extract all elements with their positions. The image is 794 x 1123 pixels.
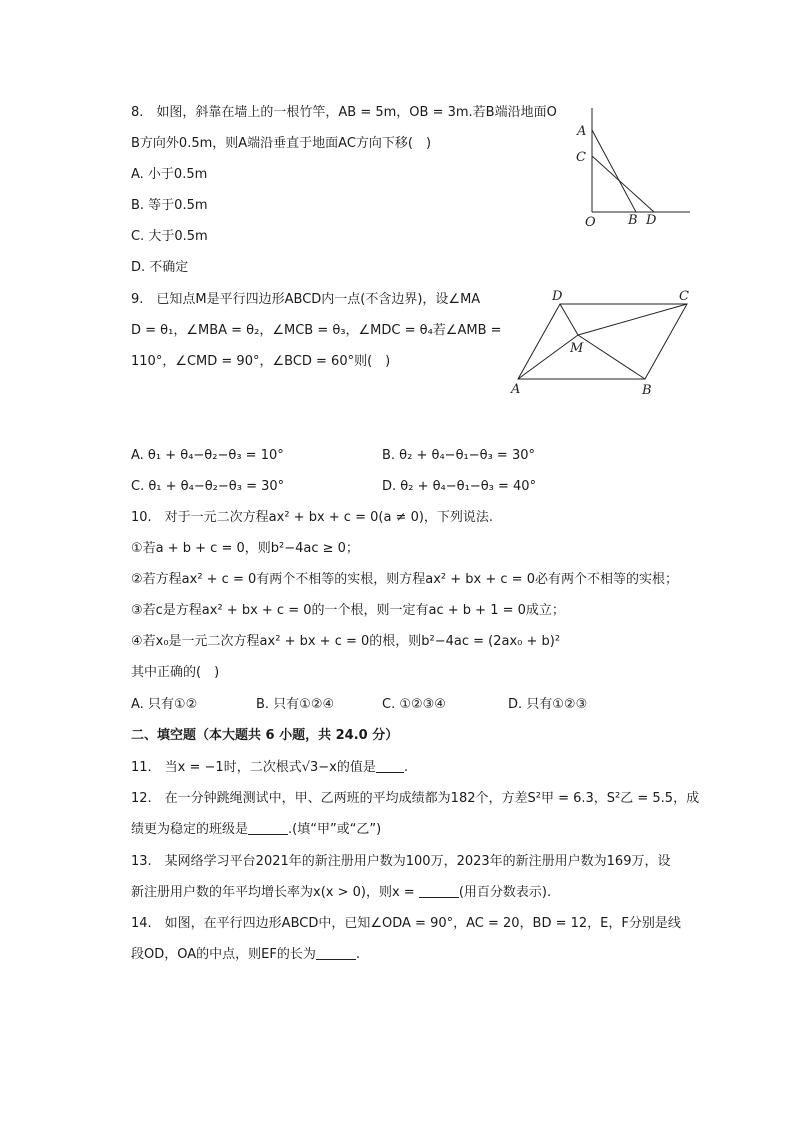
q8-pole-cd xyxy=(592,156,654,212)
q9-segment-ma xyxy=(518,335,578,379)
q12-line1: 12. 在一分钟跳绳测试中，甲、乙两班的平均成绩都为182个，方差S²甲 = 6.3，S²乙 = 5.5，成 xyxy=(131,791,700,806)
q10-statement-3: ③若c是方程ax² + bx + c = 0的一个根，则一定有ac + b + 1 = 0成立； xyxy=(131,603,565,618)
q8-pole-ab xyxy=(592,130,636,212)
q9-label-m: M xyxy=(570,341,584,356)
q13-text: 新注册用户数的年平均增长率为x(x > 0)，则x = xyxy=(131,885,419,900)
q13-line1: 13. 某网络学习平台2021年的新注册用户数为100万，2023年的新注册用户数为169万，设 xyxy=(131,854,671,869)
q9-label-a: A xyxy=(511,382,521,397)
q9-segment-mb xyxy=(578,335,645,379)
q8-figure xyxy=(568,100,698,232)
q13-line2 xyxy=(131,884,551,902)
q8-option-a: A. 小于0.5m xyxy=(131,167,208,182)
q9-option-a: A. θ₁ + θ₄−θ₂−θ₃ = 10° xyxy=(131,448,284,463)
q9-parallelogram xyxy=(518,304,687,379)
q10-line1: 10. 对于一元二次方程ax² + bx + c = 0(a ≠ 0)，下列说法. xyxy=(131,510,494,525)
q8-label-o: O xyxy=(585,215,596,230)
q11-line xyxy=(131,759,408,777)
q9-line2: D = θ₁，∠MBA = θ₂，∠MCB = θ₃，∠MDC = θ₄若∠AMB = xyxy=(131,323,502,338)
q14-end: . xyxy=(355,947,360,962)
q14-answer-blank[interactable] xyxy=(316,947,356,960)
q14-text: 段OD，OA的中点，则EF的长为 xyxy=(131,947,316,962)
q9-option-d: D. θ₂ + θ₄−θ₁−θ₃ = 40° xyxy=(382,479,537,494)
q9-label-c: C xyxy=(679,289,689,304)
q8-label-c: C xyxy=(576,150,586,165)
q8-label-a: A xyxy=(577,124,587,139)
q13-end: (用百分数表示). xyxy=(458,885,552,900)
q12-text: 绩更为稳定的班级是 xyxy=(131,822,249,837)
q8-line2: B方向外0.5m，则A端沿垂直于地面AC方向下移( ) xyxy=(131,136,432,151)
q9-segment-mc xyxy=(578,304,687,335)
q11-answer-blank[interactable] xyxy=(376,760,404,773)
q14-line2 xyxy=(131,946,360,964)
q10-option-d: D. 只有①②③ xyxy=(508,697,588,712)
q9-label-b: B xyxy=(642,383,652,398)
q10-option-b: B. 只有①②④ xyxy=(256,697,335,712)
section-heading-fill-in: 二、填空题（本大题共 6 小题，共 24.0 分） xyxy=(131,728,399,743)
q11-text: 11. 当x = −1时，二次根式√3−x的值是 xyxy=(131,760,376,775)
q14-line1: 14. 如图，在平行四边形ABCD中，已知∠ODA = 90°，AC = 20，BD = 12，E，F分别是线 xyxy=(131,916,681,931)
q9-option-c: C. θ₁ + θ₄−θ₂−θ₃ = 30° xyxy=(131,479,285,494)
q13-answer-blank[interactable] xyxy=(419,885,459,898)
q8-option-b: B. 等于0.5m xyxy=(131,198,208,213)
q12-line2 xyxy=(131,821,381,839)
q10-ask: 其中正确的( ) xyxy=(131,665,220,680)
q8-label-d: D xyxy=(646,213,657,228)
q9-label-d: D xyxy=(552,289,563,304)
q9-option-b: B. θ₂ + θ₄−θ₁−θ₃ = 30° xyxy=(382,448,535,463)
q11-end: . xyxy=(403,760,408,775)
q10-option-a: A. 只有①② xyxy=(131,697,198,712)
q12-answer-blank[interactable] xyxy=(248,822,288,835)
q10-statement-4: ④若x₀是一元二次方程ax² + bx + c = 0的根，则b²−4ac = (2ax₀ + b)² xyxy=(131,634,561,649)
q8-label-b: B xyxy=(628,213,638,228)
q12-end: .(填“甲”或“乙”) xyxy=(288,822,382,837)
q10-statement-1: ①若a + b + c = 0，则b²−4ac ≥ 0； xyxy=(131,541,359,556)
q8-line1: 8. 如图，斜靠在墙上的一根竹竿，AB = 5m，OB = 3m.若B端沿地面O xyxy=(131,105,557,120)
q9-figure xyxy=(505,285,700,400)
q10-option-c: C. ①②③④ xyxy=(382,697,446,712)
q9-line1: 9. 已知点M是平行四边形ABCD内一点(不含边界)，设∠MA xyxy=(131,292,481,307)
q9-segment-md xyxy=(560,304,578,335)
q9-line3: 110°，∠CMD = 90°，∠BCD = 60°则( ) xyxy=(131,354,391,369)
q8-option-c: C. 大于0.5m xyxy=(131,229,208,244)
q8-option-d: D. 不确定 xyxy=(131,260,189,275)
q10-statement-2: ②若方程ax² + c = 0有两个不相等的实根，则方程ax² + bx + c = 0必有两个不相等的实根； xyxy=(131,572,678,587)
